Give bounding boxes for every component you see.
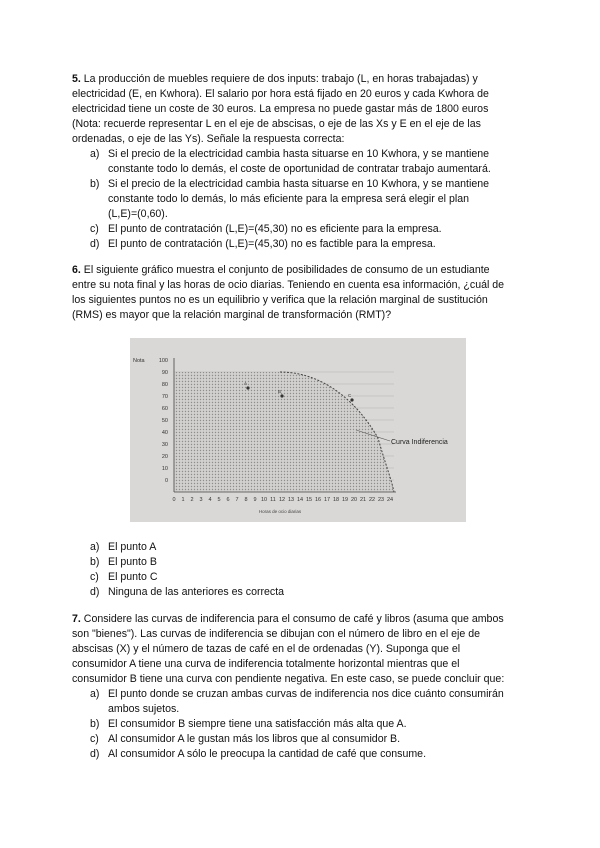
x-tick-label: 7 [235, 497, 239, 503]
option-text-line: Al consumidor A sólo le preocupa la cantidad de café que consume. [108, 748, 427, 760]
feasible-region [174, 372, 394, 492]
question-7-option-b [72, 717, 528, 732]
y-tick-label: 50 [161, 418, 168, 424]
x-tick-label: 15 [305, 497, 313, 503]
question-5-text-line-1: La producción de muebles requiere de dos inputs: trabajo (L, en horas trabajadas) y [80, 73, 478, 85]
y-axis-title: Nota [133, 358, 145, 364]
option-letter: b) [90, 556, 100, 568]
option-letter: a) [90, 541, 100, 553]
question-5-options [72, 147, 528, 252]
y-tick-labels [159, 358, 168, 484]
question-7-option-a [72, 687, 528, 717]
x-tick-label: 22 [368, 497, 376, 503]
question-6-text-line-4: (RMS) es mayor que la relación marginal de transformación (RMT)? [72, 309, 392, 321]
x-tick-label: 16 [314, 497, 322, 503]
question-5-text-line-4: (Nota: recuerde representar L en el eje de abscisas, o eje de las Xs y E en el eje de las [72, 118, 481, 130]
question-5-option-a [72, 147, 528, 177]
point-a-marker [246, 386, 249, 389]
option-text: El punto A [108, 541, 157, 553]
question-7-stem [72, 612, 528, 687]
y-tick-label: 30 [161, 442, 168, 448]
option-letter: d) [90, 238, 100, 250]
question-6-option-b [72, 555, 528, 570]
x-tick-label: 10 [260, 497, 268, 503]
x-tick-label: 24 [386, 497, 394, 503]
question-7-text-line-1: Considere las curvas de indiferencia para el consumo de café y libros (asuma que ambos [80, 613, 504, 625]
x-tick-label: 5 [217, 497, 221, 503]
option-letter: d) [90, 748, 100, 760]
y-tick-label: 10 [161, 466, 168, 472]
option-text-line: Si el precio de la electricidad cambia hasta situarse en 10 Kwhora, y se mantiene [108, 178, 489, 190]
x-tick-labels [172, 497, 393, 503]
question-7-text-line-2: son "bienes"). Las curvas de indiferencia se dibujan con el número de libro en el eje de [72, 628, 480, 640]
question-6-option-c [72, 570, 528, 585]
option-text-line: ambos sujetos. [108, 703, 180, 715]
y-tick-label: 100 [158, 358, 168, 364]
question-6-options [72, 540, 528, 600]
point-b-marker [280, 394, 283, 397]
x-tick-label: 3 [199, 497, 203, 503]
option-text: Ninguna de las anteriores es correcta [108, 586, 285, 598]
option-text-line: El punto donde se cruzan ambas curvas de indiferencia nos dice cuánto consumirán [108, 688, 504, 700]
question-6-stem [72, 263, 528, 323]
option-text-line: El consumidor B siempre tiene una satisfacción más alta que A. [108, 718, 407, 730]
option-text-line: Si el precio de la electricidad cambia hasta situarse en 10 Kwhora, y se mantiene [108, 148, 489, 160]
option-letter: b) [90, 718, 100, 730]
x-tick-label: 19 [341, 497, 349, 503]
x-tick-label: 1 [181, 497, 185, 503]
option-letter: d) [90, 586, 100, 598]
option-text-line: (L,E)=(0,60). [108, 208, 168, 220]
option-letter: c) [90, 733, 99, 745]
question-5-text-line-2: electricidad (E, en Kwhora). El salario por hora está fijado en 20 euros y cada Kwhora de [72, 88, 489, 100]
question-7-text-line-5: consumidor B tiene una curva con pendiente negativa. En este caso, se puede concluir que: [72, 673, 505, 685]
x-tick-label: 12 [278, 497, 286, 503]
question-6-number: 6. [72, 264, 81, 276]
x-tick-label: 23 [377, 497, 385, 503]
question-7-text-line-3: abscisas (X) y el número de tazas de café en el de ordenadas (Y). Suponga que el [72, 643, 461, 655]
option-text-line: El punto de contratación (L,E)=(45,30) no es factible para la empresa. [108, 238, 436, 250]
option-letter: c) [90, 571, 99, 583]
question-5-option-b [72, 177, 528, 222]
y-tick-label: 80 [161, 382, 168, 388]
question-5-text-line-3: electricidad tiene un coste de 30 euros. La empresa no puede gastar más de 1800 euros [72, 103, 489, 115]
question-6-text-line-1: El siguiente gráfico muestra el conjunto de posibilidades de consumo de un estudiante [80, 264, 490, 276]
x-tick-label: 13 [287, 497, 295, 503]
consumption-possibilities-figure [130, 338, 466, 522]
question-6 [72, 263, 528, 323]
x-tick-label: 6 [226, 497, 230, 503]
x-tick-label: 9 [253, 497, 257, 503]
question-6-option-d [72, 585, 528, 600]
x-axis-title: Horas de ocio diarias [258, 509, 302, 514]
question-6-option-a [72, 540, 528, 555]
question-7-number: 7. [72, 613, 81, 625]
option-letter: b) [90, 178, 100, 190]
question-7-options [72, 687, 528, 762]
x-tick-label: 11 [270, 497, 276, 503]
option-text: El punto B [108, 556, 157, 568]
curve-label: Curva Indiferencia [391, 439, 448, 446]
y-tick-label: 20 [161, 454, 168, 460]
point-c-marker [350, 398, 353, 401]
point-c-label: C [348, 393, 352, 398]
question-6-text-line-3: los siguientes puntos no es un equilibrio y verifica que la relación marginal de sustitución [72, 294, 488, 306]
question-7-option-c [72, 732, 528, 747]
question-5-stem [72, 72, 528, 147]
question-5 [72, 72, 528, 252]
question-5-option-c [72, 222, 528, 237]
question-5-text-line-5: ordenadas, o eje de las Ys). Señale la respuesta correcta: [72, 133, 345, 145]
option-text-line: constante todo lo demás, lo más eficiente para la empresa será elegir el plan [108, 193, 469, 205]
option-text: El punto C [108, 571, 158, 583]
question-5-option-d [72, 237, 528, 252]
question-6-text-line-2: entre su nota final y las horas de ocio diarias. Teniendo en cuenta esa información, ¿cuál de [72, 279, 505, 291]
option-text-line: El punto de contratación (L,E)=(45,30) no es eficiente para la empresa. [108, 223, 442, 235]
option-letter: a) [90, 688, 100, 700]
x-tick-label: 18 [332, 497, 340, 503]
x-tick-label: 2 [190, 497, 194, 503]
option-text-line: Al consumidor A le gustan más los libros que al consumidor B. [108, 733, 401, 745]
x-tick-label: 14 [296, 497, 304, 503]
x-tick-label: 4 [208, 497, 212, 503]
question-5-number: 5. [72, 73, 81, 85]
y-tick-label: 40 [161, 430, 168, 436]
question-6-options-block [72, 540, 528, 600]
option-text-line: constante todo lo demás, el coste de oportunidad de contratar trabajo aumentará. [108, 163, 491, 175]
x-tick-label: 8 [244, 497, 248, 503]
x-tick-label: 20 [350, 497, 358, 503]
point-b-label: B [278, 389, 282, 394]
x-tick-label: 17 [323, 497, 331, 503]
figure-svg [130, 338, 466, 522]
question-7-option-d [72, 747, 528, 762]
point-a-label: A [244, 381, 248, 386]
option-letter: a) [90, 148, 100, 160]
x-tick-label: 0 [172, 497, 176, 503]
question-7-text-line-4: consumidor A tiene una curva de indiferencia totalmente horizontal mientras que el [72, 658, 460, 670]
y-tick-label: 60 [161, 406, 168, 412]
y-tick-label: 90 [161, 370, 168, 376]
y-tick-label: 0 [164, 478, 168, 484]
x-tick-label: 21 [359, 497, 367, 503]
y-tick-label: 70 [161, 394, 168, 400]
option-letter: c) [90, 223, 99, 235]
question-7 [72, 612, 528, 762]
